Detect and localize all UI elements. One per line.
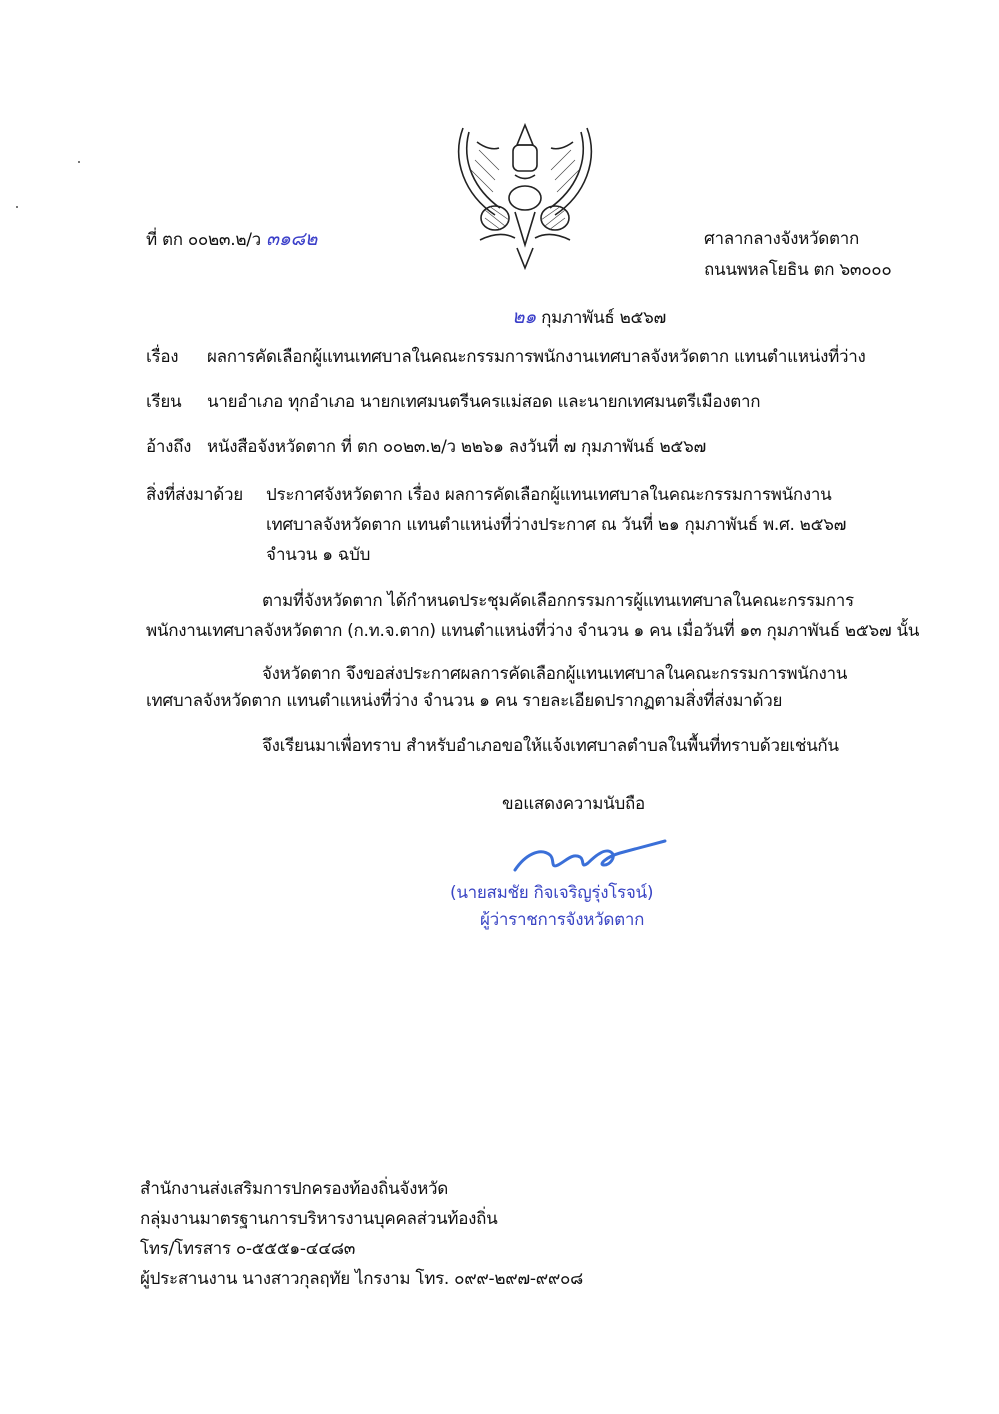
- paragraph-1-line-1: ตามที่จังหวัดตาก ได้กำหนดประชุมคัดเลือกกรรมการผู้แทนเทศบาลในคณะกรรมการ: [262, 591, 854, 611]
- subject-text: ผลการคัดเลือกผู้แทนเทศบาลในคณะกรรมการพนักงานเทศบาลจังหวัดตาก แทนตำแหน่งที่ว่าง: [207, 347, 866, 367]
- signer-title: ผู้ว่าราชการจังหวัดตาก: [480, 910, 645, 930]
- reference-number-handwritten: ๓๑๘๒: [266, 228, 318, 250]
- reference-label: อ้างถึง: [146, 437, 192, 457]
- reference-line: [146, 228, 317, 251]
- paragraph-3: จึงเรียนมาเพื่อทราบ สำหรับอำเภอขอให้แจ้งเทศบาลตำบลในพื้นที่ทราบด้วยเช่นกัน: [262, 736, 839, 756]
- date-day-handwritten: ๒๑: [512, 306, 536, 328]
- signature-icon: [510, 835, 670, 875]
- recipient-text: นายอำเภอ ทุกอำเภอ นายกเทศมนตรีนครแม่สอด และนายกเทศมนตรีเมืองตาก: [207, 392, 761, 412]
- signer-name: (นายสมชัย กิจเจริญรุ่งโรจน์): [450, 883, 654, 903]
- office-name: ศาลากลางจังหวัดตาก: [704, 229, 859, 249]
- paragraph-2-line-1: จังหวัดตาก จึงขอส่งประกาศผลการคัดเลือกผู้แทนเทศบาลในคณะกรรมการพนักงาน: [262, 664, 848, 684]
- date-month-year: กุมภาพันธ์ ๒๕๖๗: [541, 308, 667, 328]
- enclosure-line: เทศบาลจังหวัดตาก แทนตำแหน่งที่ว่างประกาศ ณ วันที่ ๒๑ กุมภาพันธ์ พ.ศ. ๒๕๖๗: [266, 515, 847, 535]
- reference-prefix: ที่ ตก ๐๐๒๓.๒/ว: [146, 230, 261, 250]
- reference-text: หนังสือจังหวัดตาก ที่ ตก ๐๐๒๓.๒/ว ๒๒๖๑ ลงวันที่ ๗ กุมภาพันธ์ ๒๕๖๗: [207, 437, 706, 457]
- office-address: ถนนพหลโยธิน ตก ๖๓๐๐๐: [704, 260, 892, 280]
- subject-label: เรื่อง: [146, 347, 179, 367]
- footer-department: กลุ่มงานมาตรฐานการบริหารงานบุคคลส่วนท้องถิ่น: [140, 1209, 498, 1229]
- enclosure-line: ประกาศจังหวัดตาก เรื่อง ผลการคัดเลือกผู้แทนเทศบาลในคณะกรรมการพนักงาน: [266, 485, 832, 505]
- scan-speck: [16, 206, 18, 208]
- paragraph-1-line-2: พนักงานเทศบาลจังหวัดตาก (ก.ท.จ.ตาก) แทนตำแหน่งที่ว่าง จำนวน ๑ คน เมื่อวันที่ ๑๓ กุมภาพันธ์ ๒๕๖๗ นั้น: [146, 621, 920, 641]
- closing-salutation: ขอแสดงความนับถือ: [502, 794, 645, 814]
- paragraph-2-line-2: เทศบาลจังหวัดตาก แทนตำแหน่งที่ว่าง จำนวน ๑ คน รายละเอียดปรากฏตามสิ่งที่ส่งมาด้วย: [146, 691, 783, 711]
- scan-speck: [78, 161, 80, 163]
- enclosure-line: จำนวน ๑ ฉบับ: [266, 545, 371, 565]
- document-date: [512, 306, 666, 329]
- garuda-emblem-icon: [455, 120, 595, 270]
- footer-phone-fax: โทร/โทรสาร ๐-๕๕๕๑-๔๔๘๓: [140, 1239, 356, 1259]
- footer-office: สำนักงานส่งเสริมการปกครองท้องถิ่นจังหวัด: [140, 1179, 448, 1199]
- enclosure-label: สิ่งที่ส่งมาด้วย: [146, 485, 243, 505]
- recipient-label: เรียน: [146, 392, 182, 412]
- footer-coordinator: ผู้ประสานงาน นางสาวกุลฤทัย ไกรงาม โทร. ๐๙๙-๒๙๗-๙๙๐๘: [140, 1269, 583, 1289]
